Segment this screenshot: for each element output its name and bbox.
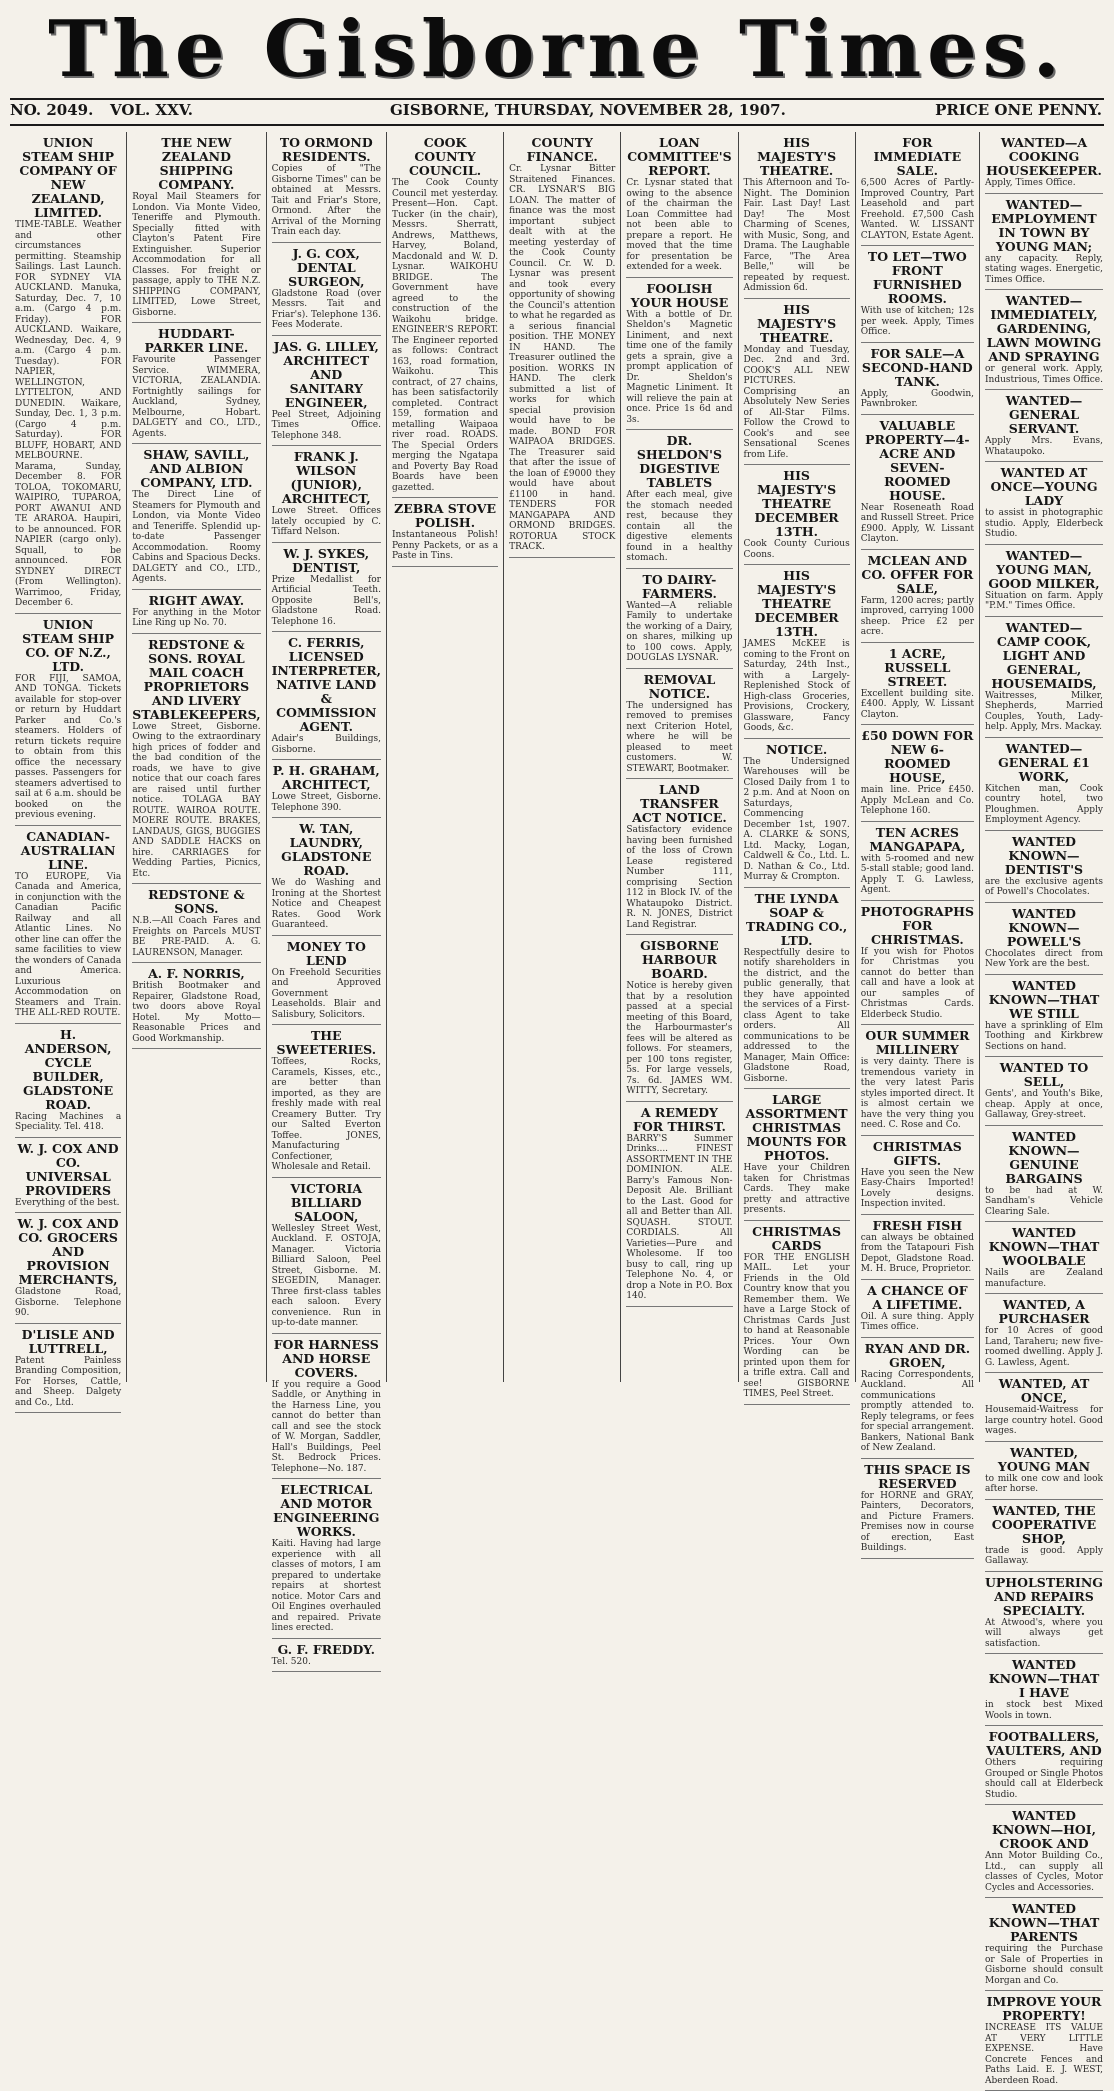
ad-body: Cr. Lysnar Bitter Straitened Finances. CR. LYSNAR'S BIG LOAN. The matter of finance was the most important subject dealt with at the meeting yesterday of the Cook County Council. Cr. W. D. Lysnar was present and took every opportunity of showing the Council's attention to what he regarded as a serious financial position. THE MONEY IN HAND. The Treasurer outlined the position. WORKS IN HAND. The clerk submitted a list of works for which special provision would have to be made. BOND FOR WAIPAOA BRIDGES. The Treasurer said that after the issue of the loan of £9000 they would have about £1100 in hand. TENDERS FOR MANGAPAPA AND ORMOND BRIDGES. ROTORUA STOCK TRACK. — [509, 164, 616, 552]
ad-heading: WANTED KNOWN—GENUINE BARGAINS — [1005, 1128, 1083, 1186]
ad-heading: A REMEDY FOR THIRST. — [632, 1104, 726, 1134]
ad-heading: FOR HARNESS AND HORSE COVERS. — [273, 1336, 379, 1380]
ad-heading: UNION STEAM SHIP COMPANY OF NEW ZEALAND, LIMITED. — [19, 135, 117, 220]
ad-heading: THE NEW ZEALAND SHIPPING COMPANY. — [158, 135, 235, 192]
ad-body: Everything of the best. — [15, 1197, 120, 1208]
ad-block — [985, 1991, 1103, 2091]
ad-body: Kitchen man, Cook country hotel, two Ploughmen. Apply Employment Agency. — [985, 783, 1103, 825]
column-3 — [267, 132, 387, 1667]
ad-body: trade is good. Apply Gallaway. — [985, 1545, 1103, 1566]
ad-body: Prize Medallist for Artificial Teeth. Opposite Bell's, Gladstone Road. Telephone 16. — [271, 574, 381, 627]
ad-block — [861, 901, 974, 1026]
ad-block — [626, 132, 732, 278]
ad-block — [272, 336, 381, 447]
dateline: GISBORNE, THURSDAY, NOVEMBER 28, 1907. — [390, 101, 786, 119]
ad-heading: RYAN AND DR. GROEN, — [864, 1340, 971, 1370]
ad-block — [861, 1459, 974, 1559]
ad-block — [15, 614, 121, 826]
ad-heading: WANTED—IMMEDIATELY, GARDENING, LAWN MOWING AND SPRAYING — [986, 293, 1102, 364]
ad-block — [272, 543, 381, 633]
ad-body: We do Washing and Ironing at the Shortest Notice and Cheapest Rates. Good Work Guaranteed. — [271, 878, 381, 930]
ad-block — [272, 446, 381, 543]
ad-body: Have your Children taken for Christmas Cards. They make pretty and attractive presents. — [743, 1163, 850, 1215]
ad-block — [15, 132, 121, 614]
ad-heading: FRANK J. WILSON (JUNIOR), ARCHITECT, — [281, 449, 371, 506]
ad-body: are the exclusive agents of Powell's Chocolates. — [985, 876, 1103, 897]
ad-heading: OUR SUMMER MILLINERY — [865, 1028, 970, 1057]
ad-body: For anything in the Motor Line Ring up No. 70. — [132, 607, 261, 628]
ad-body: Kaiti. Having had large experience with all classes of motors, I am prepared to undertake repairs at shortest notice. Motor Cars and Oil Engines overhauled and repaired. Private lines erected. — [271, 1539, 381, 1633]
ad-heading: FOR SALE—A SECOND-HAND TANK. — [861, 345, 973, 389]
ad-heading: RIGHT AWAY. — [148, 592, 245, 608]
column-5 — [504, 132, 621, 1382]
ad-block — [744, 465, 850, 565]
ad-body: Situation on farm. Apply "P.M." Times Office. — [985, 590, 1103, 611]
ad-block — [392, 132, 498, 498]
ad-body: Housemaid-Waitress for large country hotel. Good wages. — [985, 1405, 1103, 1436]
ad-block — [15, 1138, 121, 1214]
ad-block — [15, 1024, 121, 1138]
ad-body: The Undersigned Warehouses will be Closed Daily from 1 to 2 p.m. And at Noon on Saturdays, Commencing December 1st, 1907. A. CLARKE & SONS, Ltd. Macky, Logan, Caldwell & Co., Ltd. L. D. Nathan & Co., Ltd. Murray & Crompton. — [743, 756, 850, 882]
ad-body: requiring the Purchase or Sale of Properties in Gisborne should consult Morgan and Co. — [985, 1944, 1103, 1986]
ad-heading: A CHANCE OF A LIFETIME. — [867, 1282, 968, 1312]
ad-heading: CANADIAN-AUSTRALIAN LINE. — [20, 828, 116, 872]
ad-body: Cr. Lysnar stated that owing to the absence of the chairman the Loan Committee had not been able to prepare a report. He moved that the time for presentation be extended for a week. — [626, 178, 733, 272]
ad-heading: THE SWEETERIES. — [276, 1028, 377, 1057]
ad-body: Notice is hereby given that by a resolution passed at a special meeting of this Board, the Harbourmaster's fees will be altered as follows. For steamers, per 100 tons register, 5s. For large vessels, 7s. 6d. JAMES WM. WITTY, Secretary. — [626, 981, 733, 1096]
ad-block — [272, 1479, 381, 1639]
ad-heading: ELECTRICAL AND MOTOR ENGINEERING WORKS. — [273, 1482, 380, 1539]
ad-body: any capacity. Reply, stating wages. Energetic, Times Office. — [985, 253, 1103, 285]
ad-block — [985, 390, 1103, 462]
ad-body: Respectfully desire to notify shareholders in the district, and the public generally, that they have appointed the services of a First-class Agent to take orders. All communications to be addressed to the Manager, Main Office: Gladstone Road, Gisborne. — [743, 947, 850, 1084]
ad-block — [861, 132, 974, 246]
ad-block — [272, 1639, 381, 1673]
ad-body: is very dainty. There is tremendous variety in the very latest Paris styles imported direct. It is almost certain we have the very thing you need. C. Rose and Co. — [860, 1057, 974, 1130]
ad-block — [15, 1213, 121, 1324]
ad-block — [272, 1334, 381, 1480]
ad-block — [272, 243, 381, 336]
ad-heading: WANTED—YOUNG MAN, GOOD MILKER, — [988, 547, 1100, 591]
ad-block — [985, 903, 1103, 975]
ad-block — [985, 975, 1103, 1058]
price: PRICE ONE PENNY. — [935, 101, 1102, 119]
ad-block — [985, 1898, 1103, 1991]
ad-body: with 5-roomed and new 5-stall stable; good land. Apply T. G. Lawless, Agent. — [860, 853, 974, 895]
ad-heading: TO LET—TWO FRONT FURNISHED ROOMS. — [867, 249, 967, 306]
column-2 — [127, 132, 266, 1382]
ad-block — [626, 779, 732, 935]
ad-block — [272, 760, 381, 818]
ad-block — [132, 963, 260, 1049]
ad-body: The Direct Line of Steamers for Plymouth and London, via Monte Video and Teneriffe. Splendid up-to-date Passenger Accommodation. Roomy Cabins and Spacious Decks. DALGETY and CO., LTD., Agents. — [132, 490, 261, 584]
ad-block — [985, 1805, 1103, 1898]
ad-heading: LOAN COMMITTEE'S REPORT. — [627, 135, 732, 178]
ad-heading: VALUABLE PROPERTY—4-ACRE AND SEVEN-ROOMED HOUSE. — [865, 417, 970, 503]
ad-body: for HORNE and GRAY, Painters, Decorators, and Picture Framers. Premises now in course of erection, East Buildings. — [860, 1490, 974, 1553]
ad-heading: WANTED TO SELL, — [999, 1060, 1089, 1089]
ad-heading: A. F. NORRIS, — [148, 966, 245, 981]
ad-body: to milk one cow and look after horse. — [985, 1473, 1103, 1494]
ad-body: The undersigned has removed to premises next Criterion Hotel, where he will be pleased to meet customers. W. STEWART, Bootmaker. — [626, 700, 733, 774]
ad-body: have a sprinkling of Elm Toothing and Kirkbrew Sections on hand. — [985, 1020, 1103, 1052]
ad-body: JAMES McKEE is coming to the Front on Saturday, 24th Inst., with a Largely-Replenished Stock of High-class Groceries, Provisions, Crockery, Glassware, Fancy Goods, &c. — [743, 639, 850, 733]
ad-heading: G. F. FREDDY. — [277, 1641, 375, 1657]
ad-block — [985, 1500, 1103, 1572]
ad-heading: THE LYNDA SOAP & TRADING CO., LTD. — [745, 890, 848, 948]
ad-block — [861, 246, 974, 343]
ad-body: Others requiring Grouped or Single Photos should call at Elderbeck Studio. — [985, 1758, 1103, 1800]
ad-body: This Afternoon and To-Night. The Dominion Fair. Last Day! Last Day! The Most Charming of Scenes, with Music, Song, and Drama. The Laughable Farce, "The Area Belle," will be repeated by request. Admission 6d. — [743, 178, 850, 293]
ad-block — [985, 831, 1103, 903]
ad-heading: COUNTY FINANCE. — [526, 135, 598, 164]
ad-heading: FOOTBALLERS, VAULTERS, AND — [986, 1729, 1102, 1758]
ad-body: Lowe Street, Gisborne. Telephone 390. — [271, 792, 381, 813]
ad-heading: ZEBRA STOVE POLISH. — [394, 501, 496, 530]
ad-body: Satisfactory evidence having been furnished of the loss of Crown Lease registered Number 111, comprising Section 112 in Block IV. of the Whataupoko District. R. N. JONES, District Land Registrar. — [626, 825, 733, 930]
ad-body: FOR FIJI, SAMOA, AND TONGA. Tickets available for stop-over or return by Huddart Parker and Co.'s steamers. Holders of return tickets require to obtain from this office the necessary passes. Passengers for steamers advertised to sail at 6 a.m. should be booked on the previous evening. — [15, 673, 122, 820]
ad-heading: WANTED, A PURCHASER — [998, 1297, 1090, 1326]
ad-body: Peel Street, Adjoining Times Office. Telephone 348. — [271, 409, 381, 441]
ad-body: Tel. 520. — [271, 1656, 311, 1667]
ad-block — [861, 725, 974, 822]
ad-block — [985, 1294, 1103, 1373]
ad-body: Toffees, Rocks, Caramels, Kisses, etc., are better than imported, as they are freshly made with real Creamery Butter. Try our Salted Everton Toffee. JONES, Manufacturing Confectioner, Wholesale and Retail. — [271, 1057, 381, 1172]
ad-heading: WANTED KNOWN—HOI, CROOK AND — [991, 1808, 1097, 1851]
column-8 — [856, 132, 980, 1553]
ad-body: With a bottle of Dr. Sheldon's Magnetic Liniment, and next time one of the family gets a sprain, give a prompt application of Dr. Sheldon's Magnetic Liniment. It will relieve the pain at once. Price 1s 6d and 3s. — [626, 309, 733, 425]
ad-body: On Freehold Securities and Approved Government Leaseholds. Blair and Salisbury, Solicitors. — [271, 967, 381, 1020]
ad-body: FOR THE ENGLISH MAIL. Let your Friends in the Old Country know that you Remember them. We have a Large Stock of Christmas Cards Just to hand at Reasonable Prices. Your Own Wording can be printed upon them for a trifle extra. Call and see! GISBORNE TIMES, Peel Street. — [743, 1252, 850, 1399]
ad-heading: 1 ACRE, RUSSELL STREET. — [884, 645, 951, 689]
column-7 — [739, 132, 856, 1399]
ad-body: TIME-TABLE. Weather and other circumstances permitting. Steamship Sailings. Last Launch. FOR SYDNEY VIA AUCKLAND. Manuka, Saturday, Dec. 7, 10 a.m. (Cargo 4 p.m. Friday). FOR AUCKLAND. Waikare, Wednesday, Dec. 4, 9 a.m. (Cargo 4 p.m. Tuesday). FOR NAPIER, WELLINGTON, LYTTELTON, AND DUNEDIN. Waikare, Sunday, Dec. 1, 3 p.m. (Cargo 4 p.m. Saturday). FOR BLUFF, HOBART, AND MELBOURNE. Marama, Sunday, December 8. FOR TOLOA, TOKOMARU, WAIPIRO, TUPAROA, PORT AWANUI AND TE ARAROA. Haupiri, to be announced. FOR NAPIER (cargo only). Squall, to be announced. FOR SYDNEY DIRECT (From Wellington). Warrimoo, Friday, December 6. — [15, 220, 122, 608]
ad-body: Monday and Tuesday, Dec. 2nd and 3rd. COOK'S ALL NEW PICTURES. Comprising an Absolutely New Series of All-Star Films. Follow the Crowd to Cook's and see Sensational Scenes from Life. — [743, 344, 850, 460]
ad-block — [985, 1373, 1103, 1442]
ad-block — [132, 590, 260, 634]
ad-body: Excellent building site. £400. Apply, W. Lissant Clayton. — [860, 688, 974, 720]
ad-heading: WANTED AT ONCE—YOUNG LADY — [990, 465, 1098, 508]
column-9 — [980, 132, 1108, 2086]
ad-body: Cook County Curious Coons. — [743, 539, 850, 560]
ad-heading: NOTICE. — [765, 741, 828, 757]
ad-heading: WANTED KNOWN—THAT WOOLBALE — [988, 1225, 1100, 1268]
ad-body: Royal Mail Steamers for London. Via Monte Video, Teneriffe and Plymouth. Specially fitted with Clayton's Patent Fire Extinguisher. Superior Accommodation for all Classes. For freight or passage, apply to THE N.Z. SHIPPING COMPANY, LIMITED, Lowe Street, Gisborne. — [132, 192, 261, 318]
ad-block — [744, 1089, 850, 1221]
masthead — [0, 0, 1114, 100]
ad-body: Nails are Zealand manufacture. — [985, 1268, 1103, 1289]
ad-heading: UNION STEAM SHIP CO. OF N.Z., LTD. — [22, 616, 114, 674]
ad-heading: P. H. GRAHAM, ARCHITECT, — [272, 763, 380, 792]
ad-heading: W. J. COX AND CO. GROCERS AND PROVISION MERCHANTS, — [17, 1216, 119, 1287]
ad-body: in stock best Mixed Wools in town. — [985, 1700, 1103, 1721]
ad-body: With use of kitchen; 12s per week. Apply, Times Office. — [860, 306, 974, 337]
ad-body: Racing Correspondents, Auckland. All communications promptly attended to. Reply telegrams, or fees for special arrangement. Bankers, National Bank of New Zealand. — [860, 1369, 974, 1453]
ad-body: Lowe Street, Gisborne. Owing to the extraordinary high prices of fodder and the bad condition of the roads, we have to give notice that our coach fares are raised until further notice. TOLAGA BAY ROUTE. WAIROA ROUTE. MOERE ROUTE. BRAKES, LANDAUS, GIGS, BUGGIES AND SADDLE HACKS on hire. CARRIAGES for Wedding Parties, Picnics, Etc. — [132, 721, 261, 879]
ad-block — [985, 1442, 1103, 1500]
ad-block — [626, 569, 732, 669]
ad-heading: FOOLISH YOUR HOUSE — [630, 280, 729, 310]
ad-body: N.B.—All Coach Fares and Freights on Parcels MUST BE PRE-PAID. A. G. LAURENSON, Manager. — [132, 916, 261, 958]
ad-heading: W. J. COX AND CO. UNIVERSAL PROVIDERS — [17, 1140, 119, 1198]
ad-body: 6,500 Acres of Partly-Improved Country, Part Leasehold and part Freehold. £7,500 Cash Wanted. W. LISSANT CLAYTON, Estate Agent. — [860, 178, 974, 241]
ad-block — [985, 194, 1103, 291]
ad-heading: WANTED KNOWN—THAT WE STILL — [988, 977, 1100, 1021]
ad-heading: COOK COUNTY COUNCIL. — [408, 135, 482, 178]
ad-heading: D'LISLE AND LUTTRELL, — [21, 1326, 115, 1356]
ad-block — [15, 826, 121, 1024]
ad-body: If you require a Good Saddle, or Anything in the Harness Line, you cannot do better than call and see the stock of W. Morgan, Saddler, Hall's Buildings, Peel St. Bedrock Prices. Telephone—No. 187. — [271, 1379, 381, 1474]
ad-block — [985, 1572, 1103, 1655]
ad-body: Have you seen the New Easy-Chairs Imported! Lovely designs. Inspection invited. — [860, 1167, 974, 1209]
ad-body: INCREASE ITS VALUE AT VERY LITTLE EXPENSE. Have Concrete Fences and Paths Laid. E. J. WEST, Aberdeen Road. — [985, 2023, 1103, 2086]
ad-block — [985, 545, 1103, 617]
ad-block — [626, 278, 732, 431]
ad-block — [272, 1025, 381, 1178]
ad-block — [985, 1126, 1103, 1223]
ad-heading: WANTED—GENERAL SERVANT. — [1005, 393, 1083, 436]
ad-block — [985, 738, 1103, 831]
ad-block — [861, 643, 974, 726]
ad-body: After each meal, give the stomach needed rest, because they contain all the digestive elements found in a healthy stomach. — [626, 490, 733, 563]
masthead-rule-bottom — [10, 124, 1104, 126]
ad-block — [626, 1102, 732, 1307]
ad-block — [744, 888, 850, 1090]
ad-heading: REDSTONE & SONS. ROYAL MAIL COACH PROPRIETORS AND LIVERY STABLEKEEPERS, — [132, 636, 261, 722]
ad-block — [861, 1136, 974, 1215]
ad-heading: TEN ACRES MANGAPAPA, — [869, 824, 966, 854]
ad-block — [626, 669, 732, 780]
ad-body: Favourite Passenger Service. WIMMERA, VICTORIA, ZEALANDIA. Fortnightly sailings for Auckland, Sydney, Melbourne, Hobart. DALGETY and CO., LTD., Agents. — [132, 355, 261, 439]
ad-body: Gladstone Road, Gisborne. Telephone 90. — [15, 1287, 122, 1318]
ad-heading: UPHOLSTERING AND REPAIRS SPECIALTY. — [985, 1574, 1103, 1618]
ad-heading: HUDDART-PARKER LINE. — [144, 326, 249, 355]
ad-block — [985, 1057, 1103, 1126]
ad-heading: W. TAN, LAUNDRY, GLADSTONE ROAD. — [281, 821, 372, 878]
ad-heading: PHOTOGRAPHS FOR CHRISTMAS. — [860, 903, 974, 947]
ad-body: Ann Motor Building Co., Ltd., can supply all classes of Cycles, Motor Cycles and Accessories. — [985, 1851, 1103, 1893]
ad-heading: WANTED, AT ONCE, — [998, 1376, 1090, 1405]
ad-heading: H. ANDERSON, CYCLE BUILDER, GLADSTONE ROAD. — [23, 1026, 114, 1112]
ad-block — [861, 1215, 974, 1280]
ad-body: BARRY'S Summer Drinks.... FINEST ASSORTMENT IN THE DOMINION. ALE. Barry's Famous Non-Deposit Ale. Brilliant to the Last. Good for all and Better than All. SQUASH. STOUT. CORDIALS. All Varieties—Pure and Wholesome. If too busy to call, ring up Telephone No. 4, or drop a Note in P.O. Box 140. — [626, 1133, 733, 1301]
ad-block — [744, 1221, 850, 1405]
column-1 — [10, 132, 127, 1408]
ad-heading: JAS. G. LILLEY, ARCHITECT AND SANITARY ENGINEER, — [273, 338, 379, 410]
ad-heading: £50 DOWN FOR NEW 6-ROOMED HOUSE, — [861, 728, 974, 785]
ad-body: Apply Mrs. Evans, Whataupoko. — [985, 436, 1103, 457]
ad-body: Near Roseneath Road and Russell Street. Price £900. Apply, W. Lissant Clayton. — [860, 502, 974, 544]
ad-block — [132, 132, 260, 323]
ad-body: Racing Machines a Speciality. Tel. 418. — [15, 1111, 122, 1132]
ad-body: or general work. Apply, Industrious, Times Office. — [985, 364, 1103, 385]
ad-body: for 10 Acres of good Land, Taraheru; new five-roomed dwelling. Apply J. G. Lawless, Agent. — [985, 1326, 1103, 1368]
ad-block — [15, 1324, 121, 1414]
ad-body: If you wish for Photos for Christmas you cannot do better than call and have a look at our samples of Christmas Cards. Elderbeck Studio. — [860, 946, 974, 1020]
ad-body: Patent Painless Branding Composition, For Horses, Cattle, and Sheep. Dalgety and Co., Ltd. — [15, 1355, 122, 1408]
ad-heading: C. FERRIS, LICENSED INTERPRETER, NATIVE LAND & COMMISSION AGENT. — [271, 635, 381, 734]
ad-block — [744, 299, 850, 466]
ad-heading: MCLEAN AND CO. OFFER FOR SALE, — [861, 552, 974, 596]
ad-block — [861, 1025, 974, 1136]
ad-block — [392, 498, 498, 567]
ad-block — [132, 884, 260, 963]
ad-block — [861, 822, 974, 901]
ad-block — [985, 617, 1103, 738]
ad-block — [744, 565, 850, 739]
ad-block — [132, 444, 260, 590]
ad-body: Waitresses, Milker, Shepherds, Married Couples, Youth, Lady-help. Apply, Mrs. Mackay. — [985, 690, 1103, 732]
ad-heading: HIS MAJESTY'S THEATRE DECEMBER 13TH. — [754, 468, 839, 539]
ad-heading: FRESH FISH — [872, 1217, 963, 1233]
ad-block — [272, 936, 381, 1026]
ad-heading: HIS MAJESTY'S THEATRE DECEMBER 13TH. — [754, 568, 839, 639]
ad-block — [985, 290, 1103, 390]
ad-block — [985, 1654, 1103, 1726]
column-4 — [387, 132, 504, 1382]
ad-heading: DR. SHELDON'S DIGESTIVE TABLETS — [636, 433, 722, 490]
ad-body: Copies of "The Gisborne Times" can be obtained at Messrs. Tait and Friar's Store, Ormond. After the Arrival of the Morning Train each day. — [271, 164, 381, 237]
ad-block — [861, 343, 974, 415]
ad-heading: REDSTONE & SONS. — [148, 887, 245, 916]
ad-heading: VICTORIA BILLIARD SALOON, — [290, 1180, 363, 1224]
ad-heading: CHRISTMAS CARDS — [752, 1223, 842, 1253]
ad-heading: J. G. COX, DENTAL SURGEON, — [288, 245, 365, 289]
ad-heading: WANTED KNOWN—THAT PARENTS — [988, 1901, 1100, 1944]
ad-body: to assist in photographic studio. Apply, Elderbeck Studio. — [985, 508, 1103, 539]
ad-block — [985, 1726, 1103, 1805]
ad-block — [861, 550, 974, 643]
ad-body: Farm, 1200 acres; partly improved, carrying 1000 sheep. Price £2 per acre. — [860, 595, 974, 637]
ad-block — [985, 1222, 1103, 1294]
ad-block — [626, 430, 732, 569]
ad-body: TO EUROPE, Via Canada and America, in conjunction with the Canadian Pacific Railway and all Atlantic Lines. No other line can offer the same facilities to view the wonders of Canada and America. Luxurious Accommodation on Steamers and Train. THE ALL-RED ROUTE. — [15, 871, 122, 1018]
ad-block — [509, 132, 615, 558]
ad-body: At Atwood's, where you will always get satisfaction. — [985, 1617, 1103, 1649]
ad-heading: LARGE ASSORTMENT CHRISTMAS MOUNTS FOR PHOTOS. — [745, 1092, 848, 1163]
ad-heading: WANTED KNOWN—DENTIST'S — [1004, 833, 1084, 877]
ad-heading: IMPROVE YOUR PROPERTY! — [986, 1994, 1102, 2023]
ad-body: Apply, Goodwin, Pawnbroker. — [860, 388, 974, 409]
ad-heading: MONEY TO LEND — [286, 938, 366, 968]
ad-body: Instantaneous Polish! Penny Packets, or as a Paste in Tins. — [391, 530, 499, 561]
ad-heading: LAND TRANSFER ACT NOTICE. — [632, 782, 727, 825]
ad-heading: HIS MAJESTY'S THEATRE. — [757, 135, 837, 178]
ad-body: Gents', and Youth's Bike, cheap. Apply at once, Gallaway, Grey-street. — [985, 1089, 1103, 1120]
ad-body: Wanted—A reliable Family to undertake the working of a Dairy, on shares, milking up to 100 cows. Apply, DOUGLAS LYSNAR. — [626, 600, 733, 663]
ad-body: can always be obtained from the Tatapouri Fish Depot, Gladstone Road. M. H. Bruce, Proprietor. — [860, 1232, 974, 1274]
ad-block — [985, 132, 1103, 194]
ad-body: Apply, Times Office. — [985, 178, 1076, 188]
ad-heading: W. J. SYKES, DENTIST, — [283, 545, 370, 575]
ad-heading: WANTED—EMPLOYMENT IN TOWN BY YOUNG MAN; — [991, 196, 1097, 254]
ad-block — [272, 818, 381, 936]
ad-heading: WANTED KNOWN—POWELL'S — [1006, 905, 1082, 949]
ad-block — [861, 1338, 974, 1459]
ad-body: Lowe Street. Offices lately occupied by C. Tiffard Nelson. — [271, 506, 381, 537]
ad-heading: THIS SPACE IS RESERVED — [864, 1461, 971, 1491]
ad-heading: WANTED—GENERAL £1 WORK, — [998, 740, 1090, 784]
ad-heading: WANTED—CAMP COOK, LIGHT AND GENERAL, HOUSEMAIDS, — [991, 619, 1097, 691]
ad-heading: TO DAIRY-FARMERS. — [641, 571, 717, 601]
ad-body: The Cook County Council met yesterday. Present—Hon. Capt. Tucker (in the chair), Messrs. Sherratt, Andrews, Matthews, Harvey, Boland, Macdonald and W. D. Lysnar. WAIKOHU BRIDGE. The Government have agreed to the construction of the Waikohu bridge. ENGINEER'S REPORT. The Engineer reported as follows: Contract 163, road formation, Waikohu. This contract, of 27 chains, has been satisfactorily completed. Contract 159, formation and metalling Waipaoa river road. ROADS. The Special Orders merging the Ngatapa and Poverty Bay Road Boards have been gazetted. — [391, 178, 499, 493]
ad-block — [744, 739, 850, 888]
ad-heading: WANTED, YOUNG MAN — [997, 1444, 1091, 1474]
ad-heading: TO ORMOND RESIDENTS. — [279, 135, 373, 164]
ad-heading: HIS MAJESTY'S THEATRE. — [757, 301, 837, 345]
ad-heading: CHRISTMAS GIFTS. — [872, 1138, 962, 1168]
ad-body: Gladstone Road (over Messrs. Tait and Friar's). Telephone 136. Fees Moderate. — [271, 288, 381, 330]
ad-heading: SHAW, SAVILL, AND ALBION COMPANY, LTD. — [140, 447, 253, 490]
ad-block — [132, 323, 260, 444]
columns — [10, 132, 1108, 2086]
ad-body: British Bootmaker and Repairer, Gladstone Road, two doors above Royal Hotel. My Motto—Reasonable Prices and Good Workmanship. — [132, 981, 261, 1044]
ad-body: main line. Price £450. Apply McLean and Co. Telephone 160. — [860, 785, 974, 816]
ad-heading: REMOVAL NOTICE. — [643, 671, 716, 701]
ad-heading: GISBORNE HARBOUR BOARD. — [640, 938, 719, 981]
ad-block — [744, 132, 850, 299]
ad-block — [132, 634, 260, 885]
ad-block — [272, 1178, 381, 1334]
newspaper-title: The Gisborne Times. — [48, 4, 1066, 95]
ad-block — [861, 415, 974, 550]
ad-body: Adair's Buildings, Gisborne. — [271, 734, 381, 755]
ad-heading: WANTED KNOWN—THAT I HAVE — [988, 1657, 1100, 1700]
issue-number: NO. 2049. — [10, 101, 94, 119]
ad-block — [985, 462, 1103, 545]
ad-block — [861, 1280, 974, 1338]
ad-body: Chocolates direct from New York are the best. — [985, 948, 1103, 969]
ad-block — [272, 632, 381, 760]
ad-body: to be had at W. Sandham's Vehicle Clearing Sale. — [985, 1185, 1103, 1217]
ad-body: Wellesley Street West, Auckland. F. OSTOJA, Manager. Victoria Billiard Saloon, Peel Street, Gisborne. M. SEGEDIN, Manager. Three first-class tables each saloon. Every convenience. Run in up-to-date manner. — [271, 1223, 381, 1328]
ad-block — [272, 132, 381, 243]
column-6 — [621, 132, 738, 1382]
volume-number: VOL. XXV. — [110, 101, 193, 119]
ad-heading: WANTED, THE COOPERATIVE SHOP, — [991, 1502, 1097, 1546]
ad-heading: FOR IMMEDIATE SALE. — [873, 135, 962, 178]
ad-heading: WANTED—A COOKING HOUSEKEEPER. — [986, 135, 1102, 178]
ad-block — [626, 935, 732, 1102]
masthead-rule-top — [10, 98, 1104, 100]
ad-body: Oil. A sure thing. Apply Times office. — [860, 1311, 974, 1332]
